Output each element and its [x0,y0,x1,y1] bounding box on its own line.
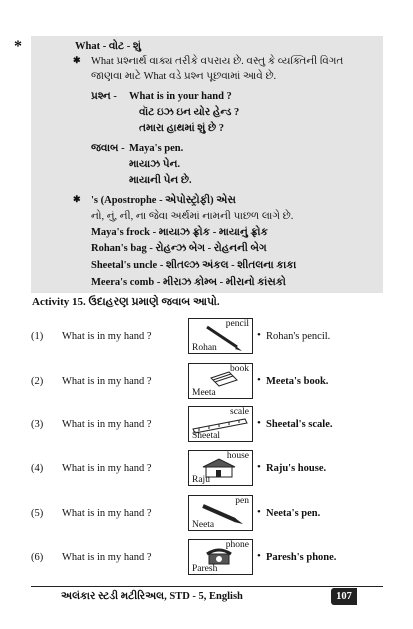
picture-box [188,539,253,575]
answer-label: જવાબ - [91,143,125,154]
page-number: 107 [331,588,357,605]
footer-rule [31,586,383,587]
bullet-dot: • [257,329,261,341]
example-line: Meera's comb - મીરાઝ કોમ્બ - મીરાનો કાંસકો [91,277,286,288]
row-number: (6) [31,552,44,563]
picture-box [188,363,253,399]
bullet-dot: • [257,506,261,518]
row-question: What is in my hand ? [62,376,152,387]
activity-title: Activity 15. ઉદાહરણ પ્રમાણે જવાબ આપો. [32,296,220,308]
row-question: What is in my hand ? [62,419,152,430]
row-question: What is in my hand ? [62,463,152,474]
row-answer: Meeta's book. [266,376,329,387]
bullet-dot: • [257,417,261,429]
row-number: (4) [31,463,44,474]
picture-box [188,450,253,486]
object-label: phone [225,540,249,550]
object-label: house [226,451,249,461]
apostrophe-heading: 's (Apostrophe - એપોસ્ટ્રોફી) એસ [91,195,236,206]
object-label: pen [235,496,249,506]
row-answer: Paresh's phone. [266,552,337,563]
apostrophe-explanation: નો, નું, ની, ના જેવા અર્થમાં નામની પાછળ લાગે છે. [91,211,294,222]
footer-text: અલંકાર સ્ટડી મટીરિઅલ, STD - 5, English [61,591,243,602]
activity-row [0,406,413,442]
activity-row [0,495,413,531]
bullet-icon: ✱ [73,194,81,204]
what-explanation-cont: જાણવા માટે What વડે પ્રશ્ન પૂછવામાં આવે છે. [91,71,277,82]
owner-label: Sheetal [192,431,220,441]
what-explanation: What પ્રશ્નાર્થ વાક્ય તરીકે વપરાય છે. વસ્તુ કે વ્યક્તિની વિગત [91,56,344,67]
example-line: Maya's frock - માયાઝ ફ્રોક - માયાનું ફ્રોક [91,227,268,238]
row-answer: Sheetal's scale. [266,419,333,430]
picture-box [188,318,253,354]
activity-row [0,318,413,354]
owner-label: Rohan [192,343,217,353]
bullet-icon: ✱ [73,55,81,65]
activity-row [0,450,413,486]
example-line: Rohan's bag - રોહન્ઝ બેગ - રોહનની બેગ [91,243,267,254]
answer-english: Maya's pen. [129,143,184,154]
row-answer: Neeta's pen. [266,508,321,519]
row-question: What is in my hand ? [62,552,152,563]
activity-row [0,363,413,399]
row-number: (2) [31,376,44,387]
row-number: (3) [31,419,44,430]
question-gujarati: તમારા હાથમાં શું છે ? [139,123,224,134]
answer-gujarati: માયાની પેન છે. [129,175,192,186]
star-marker: * [14,38,22,55]
bullet-dot: • [257,374,261,386]
object-label: pencil [225,319,249,329]
object-label: book [230,364,249,374]
activity-row [0,539,413,575]
object-label: scale [230,407,249,417]
picture-box [188,406,253,442]
example-line: Sheetal's uncle - શીતલ્ઝ અંકલ - શીતલના કાકા [91,260,297,271]
row-number: (5) [31,508,44,519]
answer-transliteration: માયાઝ પેન. [129,159,181,170]
bullet-dot: • [257,461,261,473]
picture-box [188,495,253,531]
row-question: What is in my hand ? [62,331,152,342]
owner-label: Neeta [192,520,215,530]
row-answer: Rohan's pencil. [266,331,331,342]
owner-label: Raju [192,475,210,485]
row-number: (1) [31,331,44,342]
bullet-dot: • [257,550,261,562]
question-english: What is in your hand ? [129,91,232,102]
question-transliteration: વૉટ ઇઝ ઇન યોર હેન્ડ ? [139,107,240,118]
question-label: પ્રશ્ન - [91,91,117,102]
what-heading: What - વોટ - શું [75,41,141,52]
row-question: What is in my hand ? [62,508,152,519]
row-answer: Raju's house. [266,463,327,474]
owner-label: Meeta [192,388,216,398]
owner-label: Paresh [192,564,218,574]
